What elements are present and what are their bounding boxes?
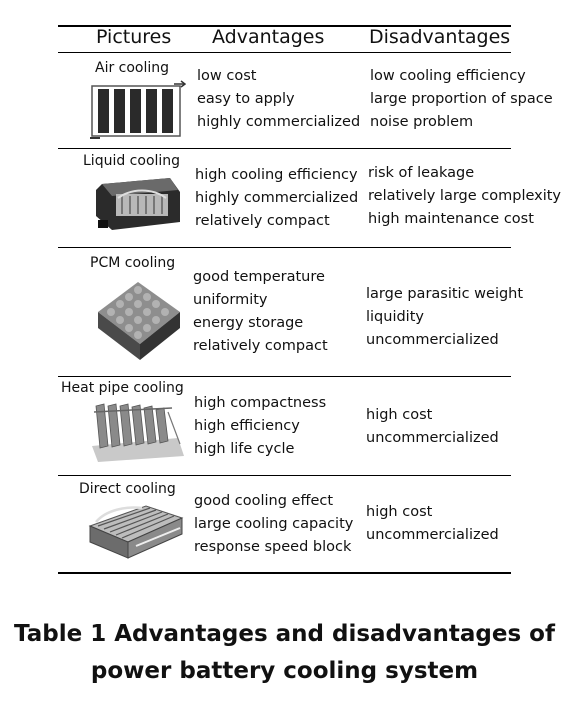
row-label-pcm-cooling: PCM cooling [90,255,176,271]
heat-pipe-cooling-image [88,398,186,464]
advantage-item: low cost [197,68,257,84]
disadvantage-item: high maintenance cost [368,211,534,227]
advantage-item: large cooling capacity [194,516,354,532]
advantage-item: easy to apply [197,91,295,107]
advantage-item: relatively compact [193,338,328,354]
header-advantages: Advantages [212,26,325,48]
row-label-air-cooling: Air cooling [95,60,170,76]
disadvantage-item: large parasitic weight [366,286,524,302]
advantage-item: high life cycle [194,441,295,457]
disadvantage-item: uncommercialized [366,527,499,543]
disadvantage-item: uncommercialized [366,332,499,348]
disadvantage-item: high cost [366,504,433,520]
row-label-direct-cooling: Direct cooling [79,481,176,497]
advantage-item: high cooling efficiency [195,167,358,183]
liquid-cooling-image [92,170,182,236]
disadvantage-item: large proportion of space [370,91,553,107]
pcm-cooling-image [92,272,186,364]
disadvantage-item: noise problem [370,114,474,130]
row-rule [58,376,511,377]
direct-cooling-image [86,496,186,566]
advantage-item: high efficiency [194,418,300,434]
advantage-item: highly commercialized [197,114,361,130]
disadvantages-direct-cooling [366,501,499,547]
advantage-item: good temperature [193,269,325,285]
row-rule [58,247,511,248]
advantages-air-cooling [197,65,360,134]
disadvantage-item: relatively large complexity [368,188,562,204]
disadvantage-item: risk of leakage [368,165,475,181]
disadvantage-item: liquidity [366,309,424,325]
header-rule [58,52,511,53]
row-label-liquid-cooling: Liquid cooling [83,153,181,169]
row-rule [58,148,511,149]
table-caption-line-2: power battery cooling system [90,658,479,684]
header-disadvantages: Disadvantages [369,26,511,48]
air-cooling-image [88,80,186,142]
disadvantages-liquid-cooling [368,162,561,231]
table-bottom-rule [58,572,511,574]
disadvantage-item: low cooling efficiency [370,68,526,84]
advantage-item: energy storage [193,315,304,331]
advantage-item: highly commercialized [195,190,359,206]
disadvantages-pcm-cooling [366,283,523,352]
header-pictures: Pictures [96,26,172,48]
disadvantage-item: high cost [366,407,433,423]
advantages-heat-pipe-cooling [194,392,326,461]
advantage-item: relatively compact [195,213,330,229]
table-caption-line-1: Table 1 Advantages and disadvantages of [14,621,555,647]
advantage-item: response speed block [194,539,352,555]
advantages-liquid-cooling [195,164,358,233]
disadvantages-heat-pipe-cooling [366,404,499,450]
row-label-heat-pipe-cooling: Heat pipe cooling [61,380,184,396]
disadvantage-item: uncommercialized [366,430,499,446]
disadvantages-air-cooling [370,65,553,134]
advantages-direct-cooling [194,490,353,559]
advantage-item: uniformity [193,292,268,308]
advantage-item: good cooling effect [194,493,334,509]
advantages-pcm-cooling [193,266,328,358]
row-rule [58,475,511,476]
advantage-item: high compactness [194,395,327,411]
